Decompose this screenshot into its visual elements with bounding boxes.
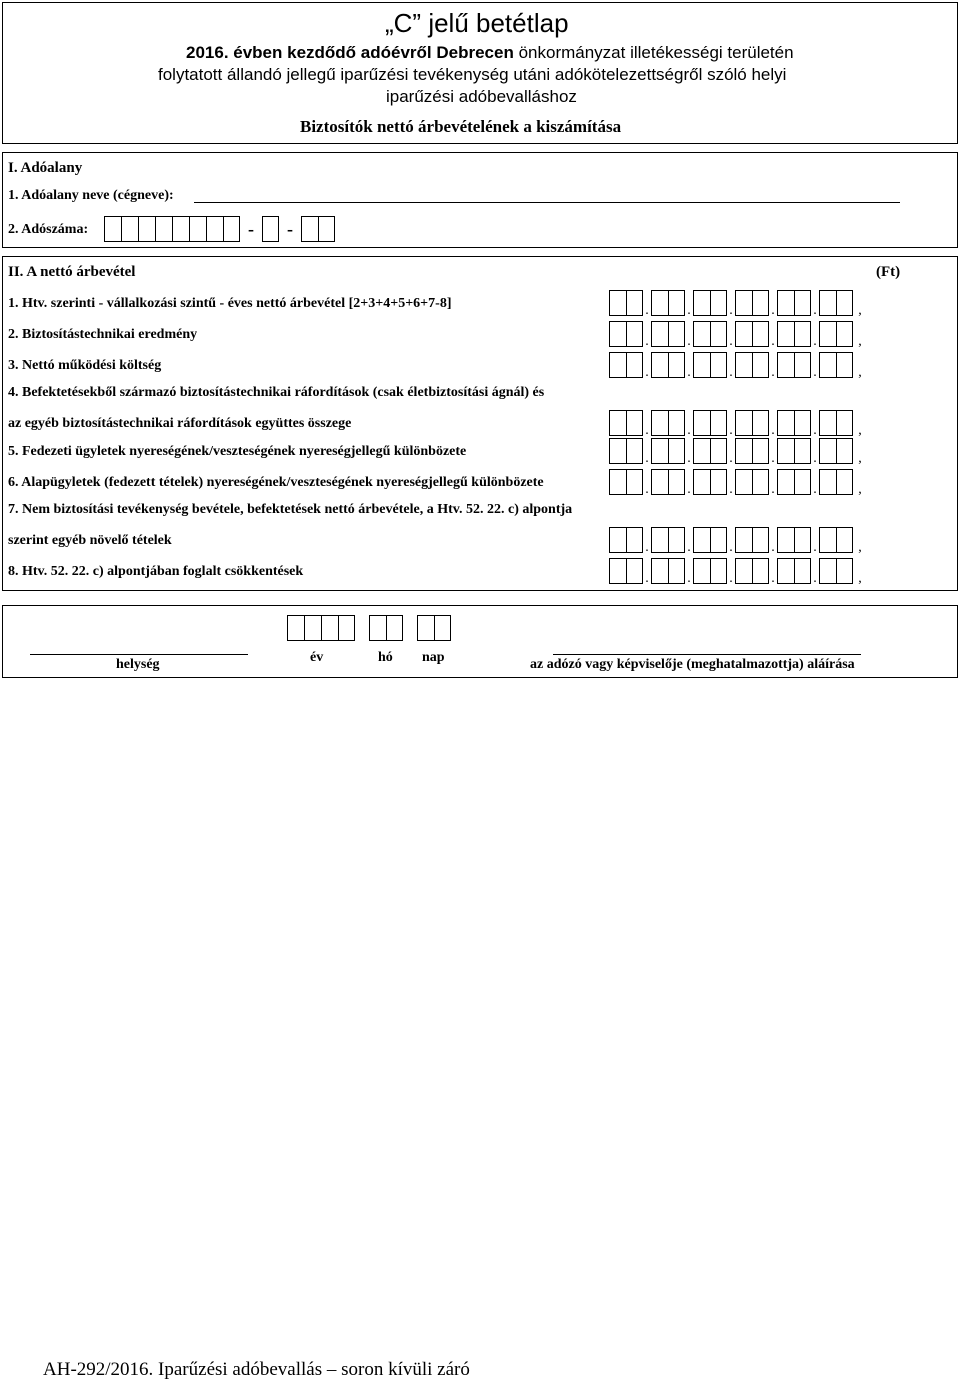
header-line-1-rest: önkormányzat illetékességi területén — [513, 43, 794, 62]
amount-digit-cell[interactable] — [735, 352, 752, 378]
amount-digit-cell[interactable] — [819, 558, 836, 584]
amount-digit-cell[interactable] — [777, 290, 794, 316]
amount-digit-cell[interactable] — [735, 558, 752, 584]
amount-digit-cell[interactable] — [710, 352, 727, 378]
amount-digit-cell[interactable] — [626, 321, 643, 347]
amount-digit-cell[interactable] — [836, 438, 853, 464]
amount-digit-cell[interactable] — [609, 469, 626, 495]
thousand-separator: . — [645, 540, 649, 555]
thousand-separator: . — [687, 482, 691, 497]
amount-digit-cell[interactable] — [693, 321, 710, 347]
row-label: 6. Alapügyletek (fedezett tételek) nyereségének/veszteségének nyereségjellegű különbözete — [8, 475, 544, 490]
decimal-comma: , — [858, 482, 862, 497]
amount-digit-cell[interactable] — [710, 527, 727, 553]
thousand-separator: . — [645, 482, 649, 497]
tax-digit-cell[interactable] — [138, 216, 155, 242]
amount-digit-cell[interactable] — [735, 469, 752, 495]
thousand-separator: . — [729, 482, 733, 497]
tax-digit-cell[interactable] — [155, 216, 172, 242]
amount-digit-cell[interactable] — [626, 527, 643, 553]
thousand-separator: . — [813, 303, 817, 318]
amount-field[interactable] — [609, 558, 864, 584]
amount-digit-cell[interactable] — [651, 438, 668, 464]
amount-digit-cell[interactable] — [735, 290, 752, 316]
tax-digit-cell[interactable] — [262, 216, 279, 242]
header-line-2: folytatott állandó jellegű iparűzési tevékenység utáni adókötelezettségről szóló helyi — [158, 65, 787, 84]
thousand-separator: . — [645, 365, 649, 380]
thousand-separator: . — [813, 540, 817, 555]
thousand-separator: . — [771, 423, 775, 438]
amount-digit-cell[interactable] — [668, 352, 685, 378]
amount-digit-cell[interactable] — [794, 290, 811, 316]
row-label-continued: az egyéb biztosítástechnikai ráfordítások együttes összege — [8, 416, 352, 431]
amount-digit-cell[interactable] — [668, 558, 685, 584]
amount-digit-cell[interactable] — [609, 410, 626, 436]
amount-digit-cell[interactable] — [609, 352, 626, 378]
row-label: 5. Fedezeti ügyletek nyereségének/veszteségének nyereségjellegű különbözete — [8, 444, 467, 459]
year-digit-cell[interactable] — [338, 615, 355, 641]
amount-digit-cell[interactable] — [710, 438, 727, 464]
decimal-comma: , — [858, 540, 862, 555]
amount-digit-cell[interactable] — [626, 558, 643, 584]
amount-digit-cell[interactable] — [836, 527, 853, 553]
decimal-comma: , — [858, 423, 862, 438]
amount-digit-cell[interactable] — [752, 290, 769, 316]
amount-digit-cell[interactable] — [651, 469, 668, 495]
amount-digit-cell[interactable] — [836, 290, 853, 316]
amount-field[interactable] — [609, 410, 864, 436]
amount-digit-cell[interactable] — [794, 527, 811, 553]
amount-digit-cell[interactable] — [777, 469, 794, 495]
amount-digit-cell[interactable] — [710, 410, 727, 436]
amount-digit-cell[interactable] — [794, 438, 811, 464]
amount-digit-cell[interactable] — [777, 558, 794, 584]
amount-digit-cell[interactable] — [752, 438, 769, 464]
thousand-separator: . — [813, 334, 817, 349]
amount-digit-cell[interactable] — [693, 352, 710, 378]
thousand-separator: . — [771, 451, 775, 466]
decimal-comma: , — [858, 334, 862, 349]
signature-line[interactable] — [553, 654, 861, 655]
thousand-separator: . — [729, 334, 733, 349]
tax-separator: - — [287, 219, 293, 239]
amount-digit-cell[interactable] — [693, 410, 710, 436]
thousand-separator: . — [687, 303, 691, 318]
amount-digit-cell[interactable] — [651, 410, 668, 436]
row-label: 8. Htv. 52. 22. c) alpontjában foglalt csökkentések — [8, 564, 304, 579]
amount-digit-cell[interactable] — [819, 469, 836, 495]
amount-digit-cell[interactable] — [752, 558, 769, 584]
amount-digit-cell[interactable] — [794, 321, 811, 347]
thousand-separator: . — [645, 451, 649, 466]
taxpayer-name-field[interactable] — [194, 202, 900, 203]
year-digit-cell[interactable] — [287, 615, 304, 641]
tax-digit-cell[interactable] — [104, 216, 121, 242]
amount-digit-cell[interactable] — [651, 290, 668, 316]
thousand-separator: . — [813, 365, 817, 380]
currency-unit: (Ft) — [876, 264, 901, 280]
amount-digit-cell[interactable] — [836, 558, 853, 584]
thousand-separator: . — [729, 540, 733, 555]
amount-digit-cell[interactable] — [752, 352, 769, 378]
decimal-comma: , — [858, 571, 862, 586]
place-label: helység — [116, 657, 160, 672]
thousand-separator: . — [687, 571, 691, 586]
amount-digit-cell[interactable] — [693, 527, 710, 553]
amount-digit-cell[interactable] — [626, 290, 643, 316]
amount-digit-cell[interactable] — [819, 321, 836, 347]
amount-digit-cell[interactable] — [626, 410, 643, 436]
thousand-separator: . — [687, 334, 691, 349]
thousand-separator: . — [729, 365, 733, 380]
thousand-separator: . — [687, 365, 691, 380]
amount-digit-cell[interactable] — [668, 527, 685, 553]
header-line-1-bold: 2016. évben kezdődő adóévről Debrecen — [186, 43, 514, 62]
section-2-heading: II. A nettó árbevétel — [8, 264, 136, 280]
amount-digit-cell[interactable] — [735, 410, 752, 436]
amount-digit-cell[interactable] — [752, 410, 769, 436]
thousand-separator: . — [645, 303, 649, 318]
thousand-separator: . — [729, 303, 733, 318]
taxpayer-name-label: 1. Adóalany neve (cégneve): — [8, 188, 174, 203]
thousand-separator: . — [771, 365, 775, 380]
amount-digit-cell[interactable] — [609, 321, 626, 347]
tax-digit-cell[interactable] — [301, 216, 318, 242]
amount-digit-cell[interactable] — [794, 558, 811, 584]
amount-digit-cell[interactable] — [693, 558, 710, 584]
row-label: 2. Biztosítástechnikai eredmény — [8, 327, 198, 342]
amount-digit-cell[interactable] — [836, 469, 853, 495]
amount-digit-cell[interactable] — [693, 469, 710, 495]
amount-field[interactable] — [609, 352, 864, 378]
form-title: „C” jelű betétlap — [385, 8, 569, 38]
thousand-separator: . — [771, 540, 775, 555]
amount-digit-cell[interactable] — [609, 438, 626, 464]
thousand-separator: . — [645, 423, 649, 438]
thousand-separator: . — [771, 571, 775, 586]
thousand-separator: . — [771, 303, 775, 318]
amount-digit-cell[interactable] — [794, 469, 811, 495]
month-digit-cell[interactable] — [369, 615, 386, 641]
amount-digit-cell[interactable] — [693, 438, 710, 464]
decimal-comma: , — [858, 365, 862, 380]
signature-label: az adózó vagy képviselője (meghatalmazottja) aláírása — [530, 657, 855, 672]
day-digit-cell[interactable] — [417, 615, 434, 641]
amount-digit-cell[interactable] — [735, 321, 752, 347]
amount-digit-cell[interactable] — [836, 321, 853, 347]
amount-digit-cell[interactable] — [626, 438, 643, 464]
tax-digit-cell[interactable] — [172, 216, 189, 242]
amount-digit-cell[interactable] — [794, 410, 811, 436]
amount-digit-cell[interactable] — [819, 352, 836, 378]
day-digit-cell[interactable] — [434, 615, 451, 641]
amount-digit-cell[interactable] — [794, 352, 811, 378]
amount-digit-cell[interactable] — [819, 410, 836, 436]
amount-digit-cell[interactable] — [752, 469, 769, 495]
month-label: hó — [378, 650, 393, 665]
tax-digit-cell[interactable] — [121, 216, 138, 242]
row-label-continued: szerint egyéb növelő tételek — [8, 533, 172, 548]
place-line[interactable] — [30, 654, 248, 655]
year-digit-cell[interactable] — [304, 615, 321, 641]
thousand-separator: . — [687, 540, 691, 555]
tax-digit-cell[interactable] — [189, 216, 206, 242]
thousand-separator: . — [687, 451, 691, 466]
thousand-separator: . — [645, 571, 649, 586]
header-line-3: iparűzési adóbevalláshoz — [386, 87, 577, 106]
thousand-separator: . — [771, 334, 775, 349]
amount-digit-cell[interactable] — [668, 321, 685, 347]
decimal-comma: , — [858, 303, 862, 318]
amount-digit-cell[interactable] — [668, 410, 685, 436]
tax-digit-cell[interactable] — [223, 216, 240, 242]
amount-field[interactable] — [609, 438, 864, 464]
amount-digit-cell[interactable] — [609, 558, 626, 584]
amount-digit-cell[interactable] — [819, 527, 836, 553]
day-label: nap — [422, 650, 445, 665]
amount-digit-cell[interactable] — [626, 469, 643, 495]
thousand-separator: . — [729, 571, 733, 586]
section-1-heading: I. Adóalany — [8, 160, 83, 176]
decimal-comma: , — [858, 451, 862, 466]
amount-digit-cell[interactable] — [668, 438, 685, 464]
amount-digit-cell[interactable] — [836, 352, 853, 378]
row-label: 1. Htv. szerinti - vállalkozási szintű - éves nettó árbevétel [2+3+4+5+6+7-8] — [8, 296, 452, 311]
amount-digit-cell[interactable] — [651, 527, 668, 553]
amount-digit-cell[interactable] — [626, 352, 643, 378]
tax-digit-cell[interactable] — [318, 216, 335, 242]
thousand-separator: . — [687, 423, 691, 438]
amount-digit-cell[interactable] — [777, 527, 794, 553]
amount-digit-cell[interactable] — [752, 321, 769, 347]
thousand-separator: . — [771, 482, 775, 497]
amount-digit-cell[interactable] — [693, 290, 710, 316]
amount-digit-cell[interactable] — [752, 527, 769, 553]
row-label: 4. Befektetésekből származó biztosítástechnikai ráfordítások (csak életbiztosítási ágnál) és — [8, 385, 545, 400]
amount-digit-cell[interactable] — [710, 321, 727, 347]
amount-digit-cell[interactable] — [819, 290, 836, 316]
footer-text: AH-292/2016. Iparűzési adóbevallás – soron kívüli záró — [43, 1359, 470, 1380]
amount-digit-cell[interactable] — [819, 438, 836, 464]
amount-field[interactable] — [609, 290, 864, 316]
amount-digit-cell[interactable] — [668, 469, 685, 495]
thousand-separator: . — [729, 423, 733, 438]
thousand-separator: . — [813, 482, 817, 497]
amount-field[interactable] — [609, 469, 864, 495]
amount-digit-cell[interactable] — [668, 290, 685, 316]
tax-number-label: 2. Adószáma: — [8, 222, 89, 237]
amount-digit-cell[interactable] — [735, 527, 752, 553]
month-digit-cell[interactable] — [386, 615, 403, 641]
thousand-separator: . — [813, 571, 817, 586]
year-label: év — [310, 650, 324, 665]
thousand-separator: . — [813, 451, 817, 466]
amount-digit-cell[interactable] — [609, 290, 626, 316]
amount-digit-cell[interactable] — [777, 438, 794, 464]
year-digit-cell[interactable] — [321, 615, 338, 641]
amount-field[interactable] — [609, 321, 864, 347]
header-line-1 — [186, 43, 794, 63]
date-field[interactable] — [287, 615, 451, 641]
form-subtitle: Biztosítók nettó árbevételének a kiszámítása — [300, 117, 622, 136]
amount-digit-cell[interactable] — [836, 410, 853, 436]
tax-digit-cell[interactable] — [206, 216, 223, 242]
amount-digit-cell[interactable] — [710, 290, 727, 316]
amount-digit-cell[interactable] — [710, 469, 727, 495]
amount-digit-cell[interactable] — [651, 352, 668, 378]
amount-digit-cell[interactable] — [651, 321, 668, 347]
amount-field[interactable] — [609, 527, 864, 553]
amount-digit-cell[interactable] — [651, 558, 668, 584]
row-label: 3. Nettó működési költség — [8, 358, 162, 373]
amount-digit-cell[interactable] — [609, 527, 626, 553]
amount-digit-cell[interactable] — [777, 352, 794, 378]
thousand-separator: . — [645, 334, 649, 349]
tax-separator: - — [248, 219, 254, 239]
amount-digit-cell[interactable] — [777, 321, 794, 347]
amount-digit-cell[interactable] — [735, 438, 752, 464]
amount-digit-cell[interactable] — [777, 410, 794, 436]
thousand-separator: . — [729, 451, 733, 466]
row-label: 7. Nem biztosítási tevékenység bevétele, befektetések nettó árbevétele, a Htv. 52. 22. c) alpontja — [8, 502, 573, 517]
tax-number-field[interactable] — [104, 216, 335, 242]
thousand-separator: . — [813, 423, 817, 438]
amount-digit-cell[interactable] — [710, 558, 727, 584]
